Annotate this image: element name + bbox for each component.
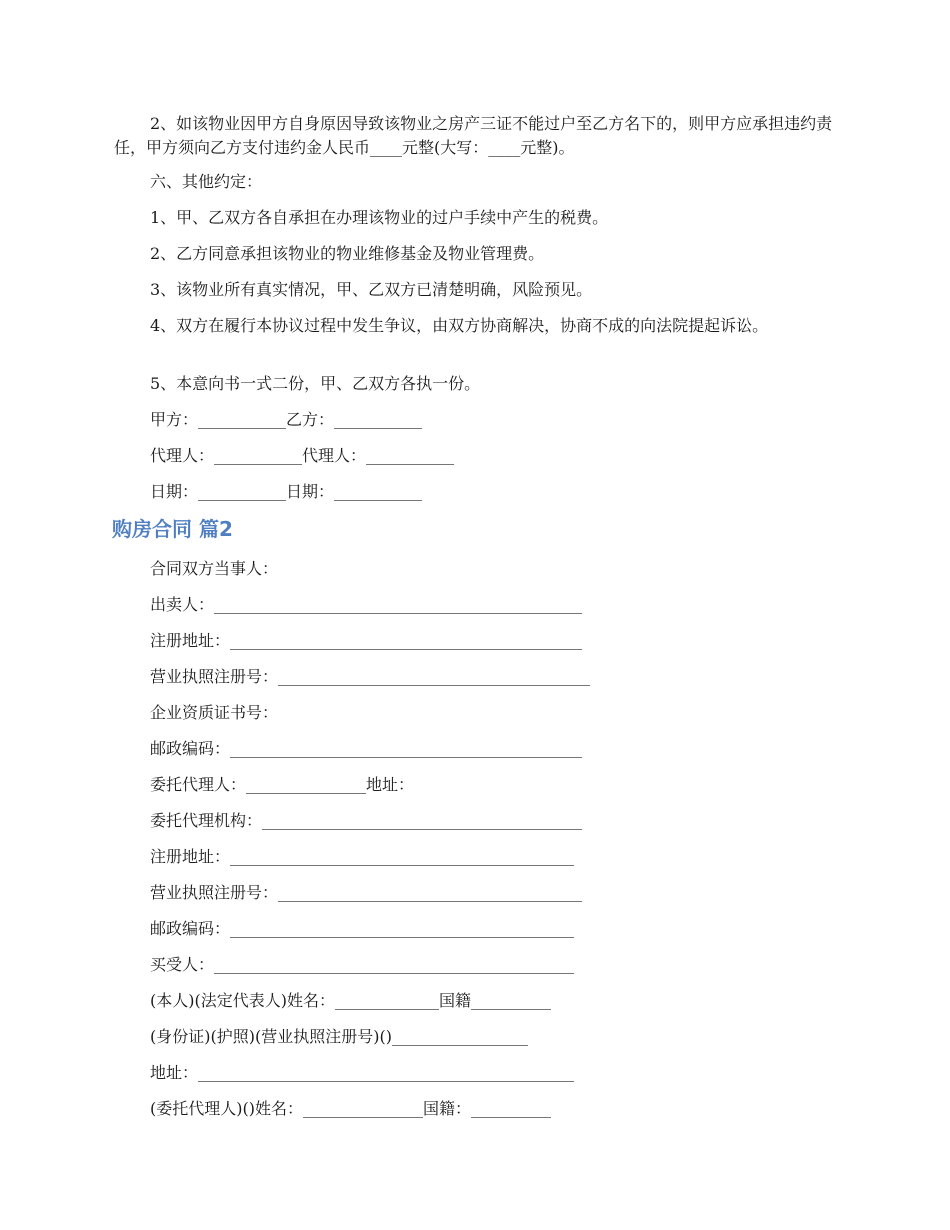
clause-taxes: 1、甲、乙双方各自承担在办理该物业的过户手续中产生的税费。 [150,208,609,227]
form-line: 营业执照注册号：_______________________________________ [150,667,591,686]
clause-breach-penalty: 2、如该物业因甲方自身原因导致该物业之房产三证不能过户至乙方名下的，则甲方应承担违约责任，甲方须向乙方支付违约金人民币____元整(大写：____元整)。 [114,114,833,157]
signature-dates: 日期：___________日期：___________ [150,482,423,501]
form-line: 地址：_______________________________________________ [150,1063,575,1082]
form-line: 邮政编码：___________________________________________ [150,919,575,938]
form-line: 邮政编码：____________________________________________ [150,739,583,758]
form-line: 买受人：_____________________________________________ [150,955,575,974]
form-line: 委托代理机构：________________________________________ [150,811,583,830]
signature-agents: 代理人：___________代理人：___________ [150,446,455,465]
clause-maintenance-fees: 2、乙方同意承担该物业的物业维修基金及物业管理费。 [150,244,545,263]
section-heading: 购房合同 篇2 [112,517,233,541]
form-line: (身份证)(护照)(营业执照注册号)()_________________ [150,1027,528,1046]
signature-parties: 甲方：___________乙方：___________ [150,410,423,429]
form-line: 注册地址：____________________________________________ [150,631,583,650]
section-other-terms-title: 六、其他约定： [150,172,263,191]
form-line: 委托代理人：_______________地址： [150,775,415,794]
clause-copies: 5、本意向书一式二份，甲、乙双方各执一份。 [150,374,481,393]
clause-dispute: 4、双方在履行本协议过程中发生争议，由双方协商解决，协商不成的向法院提起诉讼。 [150,316,769,335]
form-line: 出卖人：______________________________________________ [150,595,583,614]
form-line: 企业资质证书号： [150,703,279,722]
form-line: 合同双方当事人： [150,559,279,578]
clause-disclosure: 3、该物业所有真实情况，甲、乙双方已清楚明确，风险预见。 [150,280,593,299]
form-line: (本人)(法定代表人)姓名：_____________国籍__________ [150,991,551,1010]
form-line: 营业执照注册号：______________________________________ [150,883,583,902]
form-line: (委托代理人)()姓名：_______________国籍：__________ [150,1099,551,1118]
form-line: 注册地址：___________________________________________ [150,847,575,866]
